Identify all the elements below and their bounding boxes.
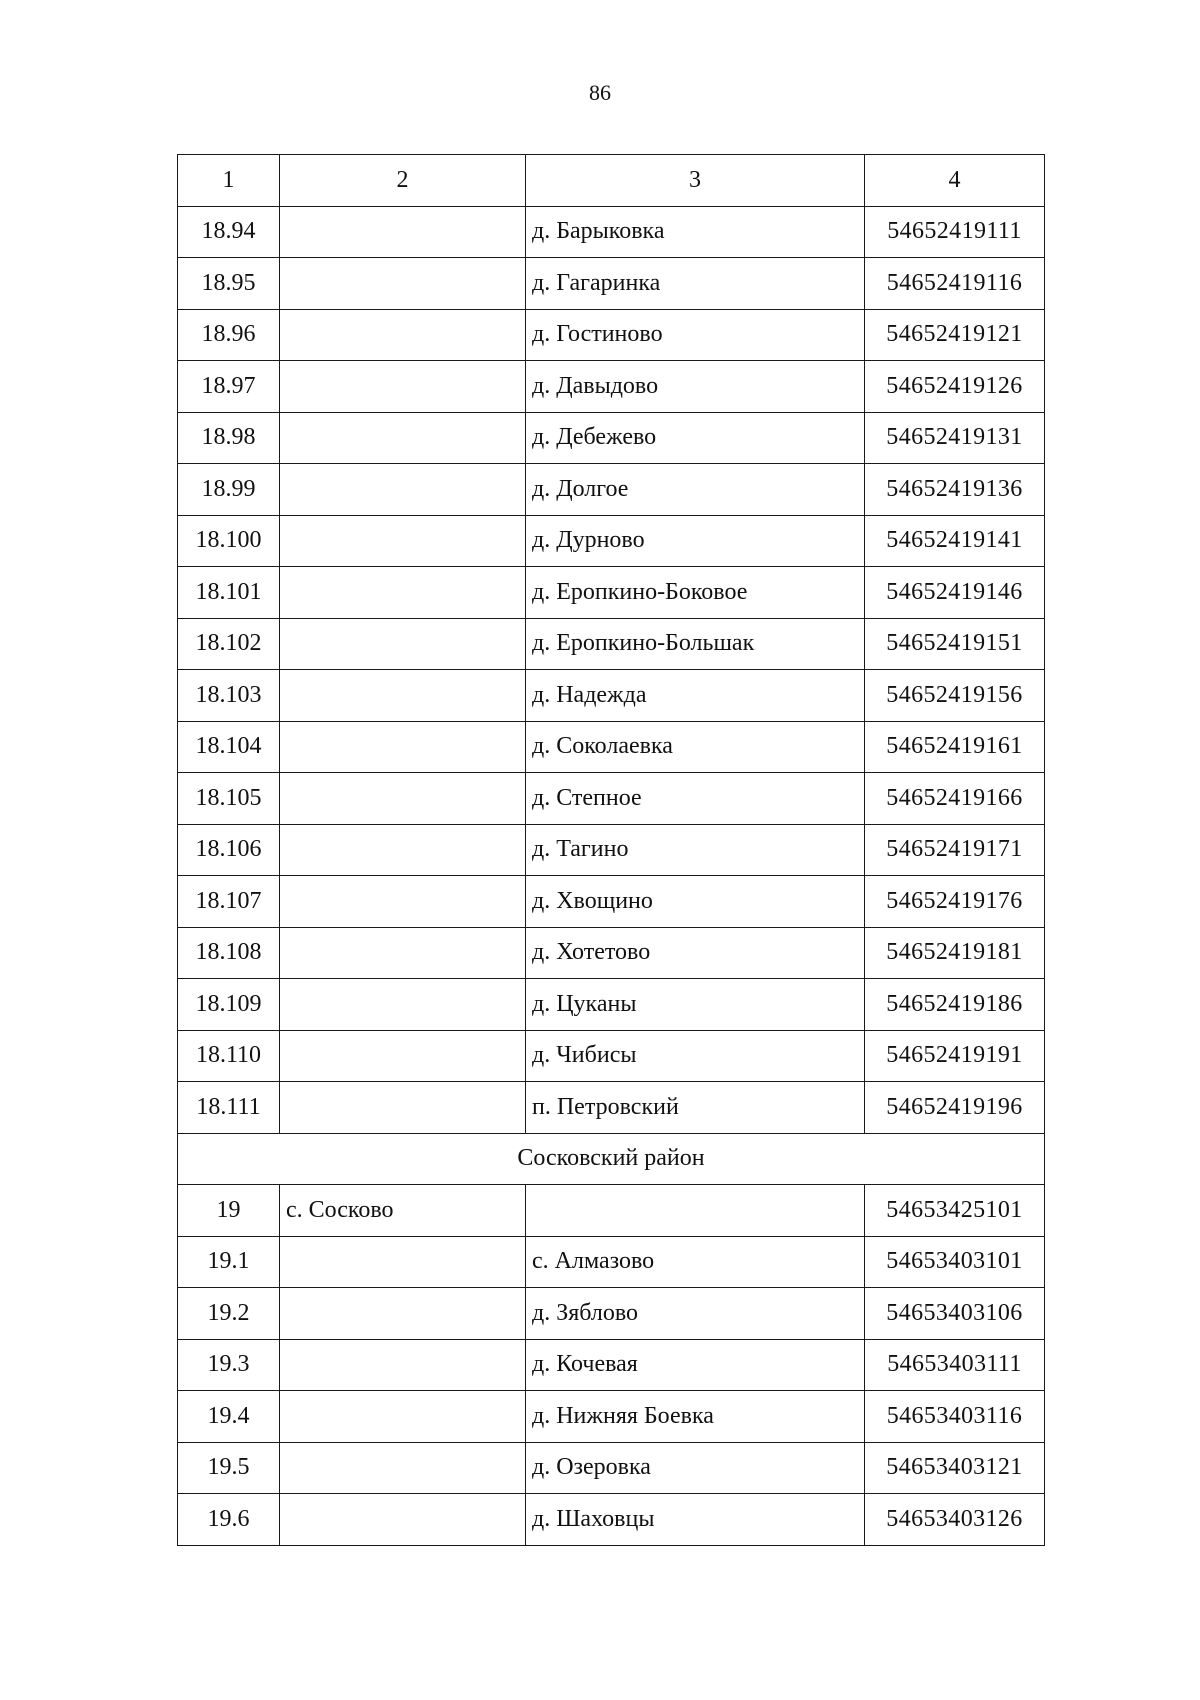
locality-name-cell	[526, 1185, 865, 1237]
oktmo-code-cell: 54652419156	[865, 670, 1045, 722]
center-settlement-cell: с. Сосково	[280, 1185, 526, 1237]
oktmo-code-cell: 54652419146	[865, 567, 1045, 619]
center-settlement-cell	[280, 1391, 526, 1443]
oktmo-code-cell: 54652419186	[865, 979, 1045, 1031]
center-settlement-cell	[280, 1288, 526, 1340]
locality-name-cell: д. Еропкино-Боковое	[526, 567, 865, 619]
row-number-cell: 19.6	[178, 1494, 280, 1546]
center-settlement-cell	[280, 824, 526, 876]
oktmo-code-cell: 54653403121	[865, 1442, 1045, 1494]
table-row	[178, 1082, 1045, 1134]
row-number-cell: 18.104	[178, 721, 280, 773]
table-row	[178, 670, 1045, 722]
oktmo-code-cell: 54653403126	[865, 1494, 1045, 1546]
oktmo-code-cell: 54652419191	[865, 1030, 1045, 1082]
row-number-cell: 18.110	[178, 1030, 280, 1082]
column-header: 4	[865, 155, 1045, 207]
row-number-cell: 18.102	[178, 618, 280, 670]
table-row	[178, 876, 1045, 928]
table-row	[178, 515, 1045, 567]
locality-name-cell: д. Барыковка	[526, 206, 865, 258]
locality-name-cell: д. Дурново	[526, 515, 865, 567]
oktmo-code-cell: 54652419116	[865, 258, 1045, 310]
column-header: 3	[526, 155, 865, 207]
section-title: Сосковский район	[178, 1133, 1045, 1185]
row-number-cell: 19.2	[178, 1288, 280, 1340]
oktmo-code-cell: 54652419136	[865, 464, 1045, 516]
table-row	[178, 773, 1045, 825]
oktmo-code-cell: 54652419151	[865, 618, 1045, 670]
row-number-cell: 18.96	[178, 309, 280, 361]
center-settlement-cell	[280, 1236, 526, 1288]
oktmo-code-cell: 54652419121	[865, 309, 1045, 361]
row-number-cell: 18.100	[178, 515, 280, 567]
locality-name-cell: д. Зяблово	[526, 1288, 865, 1340]
center-settlement-cell	[280, 1082, 526, 1134]
center-settlement-cell	[280, 258, 526, 310]
oktmo-code-cell: 54652419171	[865, 824, 1045, 876]
table-row	[178, 1288, 1045, 1340]
center-settlement-cell	[280, 206, 526, 258]
row-number-cell: 19	[178, 1185, 280, 1237]
oktmo-code-cell: 54652419176	[865, 876, 1045, 928]
oktmo-code-cell: 54652419126	[865, 361, 1045, 413]
center-settlement-cell	[280, 1442, 526, 1494]
table-row	[178, 824, 1045, 876]
row-number-cell: 18.103	[178, 670, 280, 722]
oktmo-code-cell: 54652419181	[865, 927, 1045, 979]
row-number-cell: 18.107	[178, 876, 280, 928]
page-number: 86	[589, 80, 611, 105]
center-settlement-cell	[280, 309, 526, 361]
oktmo-code-cell: 54652419196	[865, 1082, 1045, 1134]
locality-name-cell: д. Чибисы	[526, 1030, 865, 1082]
locality-name-cell: д. Степное	[526, 773, 865, 825]
locality-name-cell: с. Алмазово	[526, 1236, 865, 1288]
table-row	[178, 361, 1045, 413]
oktmo-code-cell: 54653403111	[865, 1339, 1045, 1391]
locality-name-cell: д. Озеровка	[526, 1442, 865, 1494]
center-settlement-cell	[280, 927, 526, 979]
table-row	[178, 979, 1045, 1031]
center-settlement-cell	[280, 1030, 526, 1082]
row-number-cell: 18.108	[178, 927, 280, 979]
locality-name-cell: д. Гагаринка	[526, 258, 865, 310]
table-row	[178, 721, 1045, 773]
center-settlement-cell	[280, 670, 526, 722]
table-row	[178, 1185, 1045, 1237]
table-row	[178, 1391, 1045, 1443]
locality-name-cell: п. Петровский	[526, 1082, 865, 1134]
locality-name-cell: д. Надежда	[526, 670, 865, 722]
locality-name-cell: д. Давыдово	[526, 361, 865, 413]
row-number-cell: 18.109	[178, 979, 280, 1031]
table-row	[178, 1236, 1045, 1288]
settlements-table	[177, 154, 1045, 1546]
locality-name-cell: д. Хотетово	[526, 927, 865, 979]
section-row	[178, 1133, 1045, 1185]
table-row	[178, 1339, 1045, 1391]
center-settlement-cell	[280, 1339, 526, 1391]
table-row	[178, 258, 1045, 310]
row-number-cell: 18.101	[178, 567, 280, 619]
oktmo-code-cell: 54653425101	[865, 1185, 1045, 1237]
row-number-cell: 18.106	[178, 824, 280, 876]
row-number-cell: 19.3	[178, 1339, 280, 1391]
locality-name-cell: д. Хвощино	[526, 876, 865, 928]
locality-name-cell: д. Цуканы	[526, 979, 865, 1031]
oktmo-code-cell: 54653403106	[865, 1288, 1045, 1340]
table-row	[178, 567, 1045, 619]
table-row	[178, 618, 1045, 670]
oktmo-code-cell: 54652419161	[865, 721, 1045, 773]
locality-name-cell: д. Шаховцы	[526, 1494, 865, 1546]
oktmo-code-cell: 54652419111	[865, 206, 1045, 258]
center-settlement-cell	[280, 361, 526, 413]
center-settlement-cell	[280, 876, 526, 928]
oktmo-code-cell: 54652419131	[865, 412, 1045, 464]
locality-name-cell: д. Еропкино-Большак	[526, 618, 865, 670]
table-row	[178, 1030, 1045, 1082]
locality-name-cell: д. Соколаевка	[526, 721, 865, 773]
center-settlement-cell	[280, 412, 526, 464]
row-number-cell: 19.5	[178, 1442, 280, 1494]
row-number-cell: 18.111	[178, 1082, 280, 1134]
row-number-cell: 18.105	[178, 773, 280, 825]
locality-name-cell: д. Гостиново	[526, 309, 865, 361]
center-settlement-cell	[280, 618, 526, 670]
locality-name-cell: д. Дебежево	[526, 412, 865, 464]
center-settlement-cell	[280, 773, 526, 825]
table-row	[178, 206, 1045, 258]
row-number-cell: 18.97	[178, 361, 280, 413]
table-body	[178, 155, 1045, 1546]
table-row	[178, 309, 1045, 361]
table-row	[178, 412, 1045, 464]
center-settlement-cell	[280, 515, 526, 567]
row-number-cell: 18.95	[178, 258, 280, 310]
row-number-cell: 18.94	[178, 206, 280, 258]
table-header-row	[178, 155, 1045, 207]
center-settlement-cell	[280, 721, 526, 773]
oktmo-code-cell: 54653403101	[865, 1236, 1045, 1288]
locality-name-cell: д. Тагино	[526, 824, 865, 876]
oktmo-code-cell: 54652419141	[865, 515, 1045, 567]
locality-name-cell: д. Кочевая	[526, 1339, 865, 1391]
center-settlement-cell	[280, 1494, 526, 1546]
row-number-cell: 18.99	[178, 464, 280, 516]
row-number-cell: 18.98	[178, 412, 280, 464]
locality-name-cell: д. Нижняя Боевка	[526, 1391, 865, 1443]
column-header: 2	[280, 155, 526, 207]
table-row	[178, 464, 1045, 516]
column-header: 1	[178, 155, 280, 207]
center-settlement-cell	[280, 979, 526, 1031]
locality-name-cell: д. Долгое	[526, 464, 865, 516]
table-row	[178, 1442, 1045, 1494]
table-row	[178, 1494, 1045, 1546]
center-settlement-cell	[280, 567, 526, 619]
row-number-cell: 19.1	[178, 1236, 280, 1288]
oktmo-code-cell: 54653403116	[865, 1391, 1045, 1443]
row-number-cell: 19.4	[178, 1391, 280, 1443]
oktmo-code-cell: 54652419166	[865, 773, 1045, 825]
center-settlement-cell	[280, 464, 526, 516]
table-row	[178, 927, 1045, 979]
